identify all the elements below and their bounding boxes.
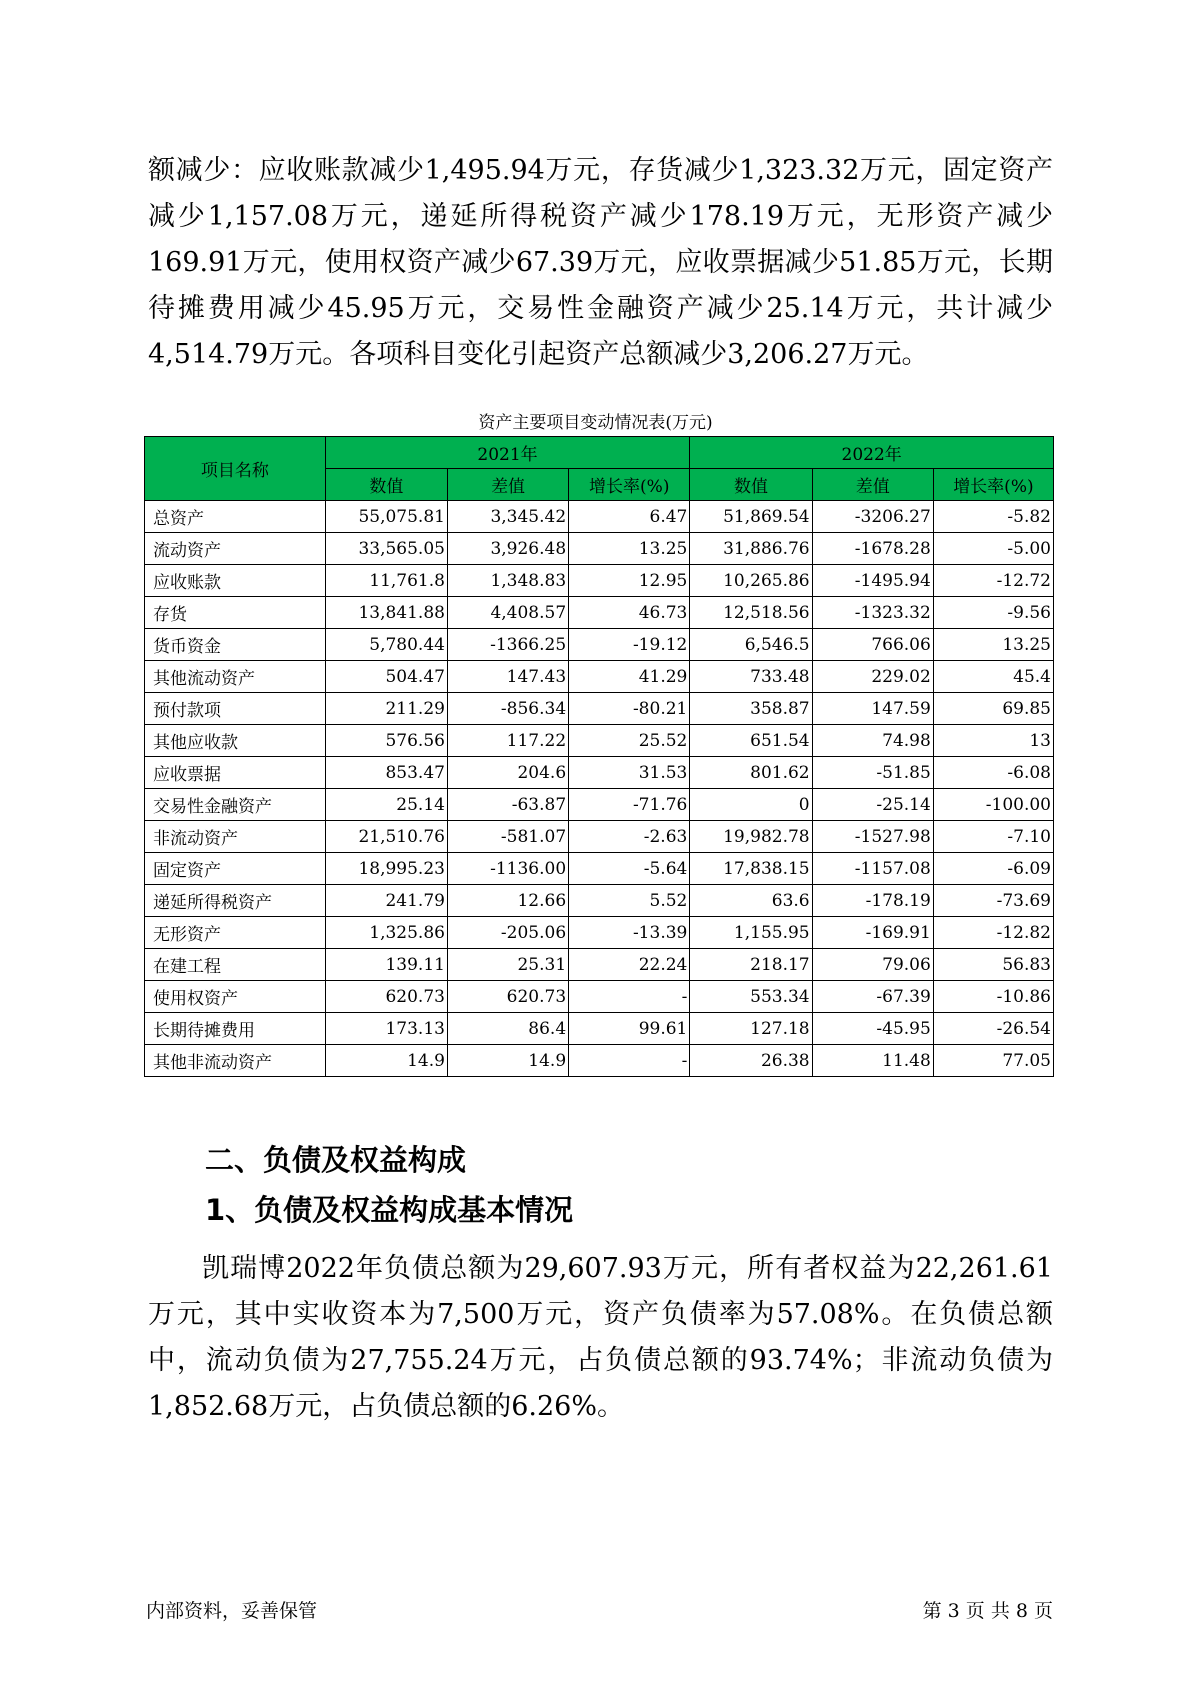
cell-value-2021: 14.9 xyxy=(325,1045,447,1077)
cell-value-2021: 139.11 xyxy=(325,949,447,981)
cell-diff-2022: -1527.98 xyxy=(812,821,933,853)
cell-diff-2022: -169.91 xyxy=(812,917,933,949)
cell-growth-2022: -12.82 xyxy=(933,917,1053,949)
cell-value-2021: 173.13 xyxy=(325,1013,447,1045)
cell-diff-2022: -1157.08 xyxy=(812,853,933,885)
cell-diff-2022: 74.98 xyxy=(812,725,933,757)
cell-value-2022: 358.87 xyxy=(690,693,812,725)
cell-growth-2022: 77.05 xyxy=(933,1045,1053,1077)
cell-diff-2021: -581.07 xyxy=(447,821,568,853)
cell-value-2022: 31,886.76 xyxy=(690,533,812,565)
cell-diff-2021: 117.22 xyxy=(447,725,568,757)
cell-diff-2021: 3,345.42 xyxy=(447,501,568,533)
cell-diff-2022: -1323.32 xyxy=(812,597,933,629)
cell-item-name: 货币资金 xyxy=(145,629,326,661)
cell-value-2021: 25.14 xyxy=(325,789,447,821)
cell-value-2021: 18,995.23 xyxy=(325,853,447,885)
cell-growth-2021: -13.39 xyxy=(569,917,690,949)
cell-diff-2021: -1366.25 xyxy=(447,629,568,661)
cell-value-2022: 733.48 xyxy=(690,661,812,693)
liability-paragraph: 凯瑞博2022年负债总额为29,607.93万元，所有者权益为22,261.61万元，其中实收资本为7,500万元，资产负债率为57.08%。在负债总额中，流动负债为27,755.24万元，占负债总额的93.74%；非流动负债为1,852.68万元，占负债总额的6.26%。 xyxy=(148,1253,1053,1422)
cell-value-2022: 0 xyxy=(690,789,812,821)
cell-diff-2022: 11.48 xyxy=(812,1045,933,1077)
cell-growth-2022: -6.09 xyxy=(933,853,1053,885)
cell-growth-2022: -12.72 xyxy=(933,565,1053,597)
cell-item-name: 递延所得税资产 xyxy=(145,885,326,917)
cell-item-name: 交易性金融资产 xyxy=(145,789,326,821)
cell-value-2021: 33,565.05 xyxy=(325,533,447,565)
cell-diff-2021: 12.66 xyxy=(447,885,568,917)
cell-diff-2021: -1136.00 xyxy=(447,853,568,885)
subsection-heading: 1、负债及权益构成基本情况 xyxy=(205,1193,574,1227)
cell-diff-2022: -25.14 xyxy=(812,789,933,821)
cell-growth-2022: -10.86 xyxy=(933,981,1053,1013)
cell-growth-2021: - xyxy=(569,981,690,1013)
cell-diff-2022: -178.19 xyxy=(812,885,933,917)
cell-diff-2021: -856.34 xyxy=(447,693,568,725)
table-row xyxy=(145,565,1054,597)
cell-growth-2022: 69.85 xyxy=(933,693,1053,725)
cell-item-name: 其他应收款 xyxy=(145,725,326,757)
table-row xyxy=(145,949,1054,981)
footer-confidential-note: 内部资料，妥善保管 xyxy=(146,1600,318,1622)
cell-growth-2021: -71.76 xyxy=(569,789,690,821)
table-row xyxy=(145,533,1054,565)
cell-diff-2021: 1,348.83 xyxy=(447,565,568,597)
cell-growth-2022: -5.82 xyxy=(933,501,1053,533)
cell-item-name: 使用权资产 xyxy=(145,981,326,1013)
table-row xyxy=(145,853,1054,885)
cell-growth-2021: -80.21 xyxy=(569,693,690,725)
cell-diff-2021: 147.43 xyxy=(447,661,568,693)
cell-diff-2021: 86.4 xyxy=(447,1013,568,1045)
cell-item-name: 应收票据 xyxy=(145,757,326,789)
table-row xyxy=(145,1013,1054,1045)
header-diff-2022: 差值 xyxy=(812,469,933,501)
cell-growth-2021: -19.12 xyxy=(569,629,690,661)
cell-diff-2022: -1678.28 xyxy=(812,533,933,565)
cell-value-2021: 576.56 xyxy=(325,725,447,757)
cell-item-name: 其他非流动资产 xyxy=(145,1045,326,1077)
cell-value-2022: 19,982.78 xyxy=(690,821,812,853)
cell-growth-2022: -73.69 xyxy=(933,885,1053,917)
cell-item-name: 应收账款 xyxy=(145,565,326,597)
cell-value-2021: 5,780.44 xyxy=(325,629,447,661)
cell-growth-2021: 22.24 xyxy=(569,949,690,981)
assets-change-table xyxy=(144,436,1054,1077)
cell-growth-2021: 46.73 xyxy=(569,597,690,629)
cell-value-2022: 1,155.95 xyxy=(690,917,812,949)
cell-growth-2021: -5.64 xyxy=(569,853,690,885)
cell-value-2021: 13,841.88 xyxy=(325,597,447,629)
cell-diff-2022: -45.95 xyxy=(812,1013,933,1045)
section-heading: 二、负债及权益构成 xyxy=(205,1143,467,1177)
cell-value-2022: 801.62 xyxy=(690,757,812,789)
cell-item-name: 无形资产 xyxy=(145,917,326,949)
cell-growth-2021: 31.53 xyxy=(569,757,690,789)
table-row xyxy=(145,981,1054,1013)
cell-diff-2021: 14.9 xyxy=(447,1045,568,1077)
cell-diff-2021: 25.31 xyxy=(447,949,568,981)
cell-diff-2021: 204.6 xyxy=(447,757,568,789)
table-row xyxy=(145,821,1054,853)
cell-value-2022: 12,518.56 xyxy=(690,597,812,629)
cell-growth-2022: -9.56 xyxy=(933,597,1053,629)
cell-growth-2022: 45.4 xyxy=(933,661,1053,693)
cell-value-2022: 51,869.54 xyxy=(690,501,812,533)
table-row xyxy=(145,629,1054,661)
cell-value-2021: 241.79 xyxy=(325,885,447,917)
cell-diff-2022: -67.39 xyxy=(812,981,933,1013)
cell-value-2022: 127.18 xyxy=(690,1013,812,1045)
cell-growth-2022: -7.10 xyxy=(933,821,1053,853)
intro-paragraph: 额减少：应收账款减少1,495.94万元，存货减少1,323.32万元，固定资产减少1,157.08万元，递延所得税资产减少178.19万元，无形资产减少169.91万元，使用权资产减少67.39万元，应收票据减少51.85万元，长期待摊费用减少45.95万元，交易性金融资产减少25.14万元，共计减少4,514.79万元。各项科目变化引起资产总额减少3,206.27万元。 xyxy=(148,155,1053,370)
cell-item-name: 在建工程 xyxy=(145,949,326,981)
table-row xyxy=(145,1045,1054,1077)
header-year-2021: 2021年 xyxy=(325,437,690,469)
header-year-2022: 2022年 xyxy=(690,437,1054,469)
header-value-2021: 数值 xyxy=(325,469,447,501)
cell-item-name: 流动资产 xyxy=(145,533,326,565)
table-row xyxy=(145,789,1054,821)
cell-diff-2022: -51.85 xyxy=(812,757,933,789)
cell-growth-2021: 5.52 xyxy=(569,885,690,917)
cell-diff-2022: 79.06 xyxy=(812,949,933,981)
cell-growth-2021: 99.61 xyxy=(569,1013,690,1045)
cell-value-2021: 620.73 xyxy=(325,981,447,1013)
cell-item-name: 非流动资产 xyxy=(145,821,326,853)
cell-diff-2021: -63.87 xyxy=(447,789,568,821)
cell-item-name: 总资产 xyxy=(145,501,326,533)
cell-diff-2021: 4,408.57 xyxy=(447,597,568,629)
cell-growth-2022: -26.54 xyxy=(933,1013,1053,1045)
cell-growth-2021: 13.25 xyxy=(569,533,690,565)
cell-value-2021: 11,761.8 xyxy=(325,565,447,597)
cell-value-2021: 853.47 xyxy=(325,757,447,789)
cell-growth-2022: -5.00 xyxy=(933,533,1053,565)
cell-value-2022: 651.54 xyxy=(690,725,812,757)
header-value-2022: 数值 xyxy=(690,469,812,501)
cell-item-name: 固定资产 xyxy=(145,853,326,885)
table-row xyxy=(145,661,1054,693)
cell-item-name: 其他流动资产 xyxy=(145,661,326,693)
cell-growth-2021: 25.52 xyxy=(569,725,690,757)
cell-diff-2022: -3206.27 xyxy=(812,501,933,533)
cell-growth-2022: -6.08 xyxy=(933,757,1053,789)
cell-diff-2022: -1495.94 xyxy=(812,565,933,597)
cell-growth-2022: 13 xyxy=(933,725,1053,757)
cell-value-2021: 1,325.86 xyxy=(325,917,447,949)
cell-value-2022: 218.17 xyxy=(690,949,812,981)
cell-growth-2021: 41.29 xyxy=(569,661,690,693)
cell-growth-2022: 13.25 xyxy=(933,629,1053,661)
cell-value-2021: 504.47 xyxy=(325,661,447,693)
cell-growth-2021: - xyxy=(569,1045,690,1077)
table-row xyxy=(145,917,1054,949)
table-body xyxy=(145,501,1054,1077)
cell-value-2022: 26.38 xyxy=(690,1045,812,1077)
footer-page-number: 第 3 页 共 8 页 xyxy=(922,1600,1053,1622)
cell-item-name: 长期待摊费用 xyxy=(145,1013,326,1045)
cell-growth-2021: -2.63 xyxy=(569,821,690,853)
cell-diff-2022: 229.02 xyxy=(812,661,933,693)
table-caption: 资产主要项目变动情况表(万元) xyxy=(478,413,713,433)
cell-value-2022: 17,838.15 xyxy=(690,853,812,885)
cell-growth-2022: 56.83 xyxy=(933,949,1053,981)
header-diff-2021: 差值 xyxy=(447,469,568,501)
cell-value-2021: 21,510.76 xyxy=(325,821,447,853)
cell-diff-2022: 766.06 xyxy=(812,629,933,661)
cell-item-name: 预付款项 xyxy=(145,693,326,725)
cell-value-2022: 553.34 xyxy=(690,981,812,1013)
cell-growth-2021: 12.95 xyxy=(569,565,690,597)
table-row xyxy=(145,501,1054,533)
cell-value-2022: 6,546.5 xyxy=(690,629,812,661)
table-row xyxy=(145,597,1054,629)
cell-value-2022: 63.6 xyxy=(690,885,812,917)
table-row xyxy=(145,725,1054,757)
header-growth-2022: 增长率(%) xyxy=(933,469,1053,501)
header-growth-2021: 增长率(%) xyxy=(569,469,690,501)
table-row xyxy=(145,693,1054,725)
cell-diff-2021: -205.06 xyxy=(447,917,568,949)
table-row xyxy=(145,885,1054,917)
cell-diff-2021: 620.73 xyxy=(447,981,568,1013)
header-item-name: 项目名称 xyxy=(145,437,326,501)
cell-value-2021: 211.29 xyxy=(325,693,447,725)
table-row xyxy=(145,757,1054,789)
cell-value-2022: 10,265.86 xyxy=(690,565,812,597)
cell-item-name: 存货 xyxy=(145,597,326,629)
cell-diff-2022: 147.59 xyxy=(812,693,933,725)
cell-diff-2021: 3,926.48 xyxy=(447,533,568,565)
cell-growth-2022: -100.00 xyxy=(933,789,1053,821)
cell-growth-2021: 6.47 xyxy=(569,501,690,533)
cell-value-2021: 55,075.81 xyxy=(325,501,447,533)
